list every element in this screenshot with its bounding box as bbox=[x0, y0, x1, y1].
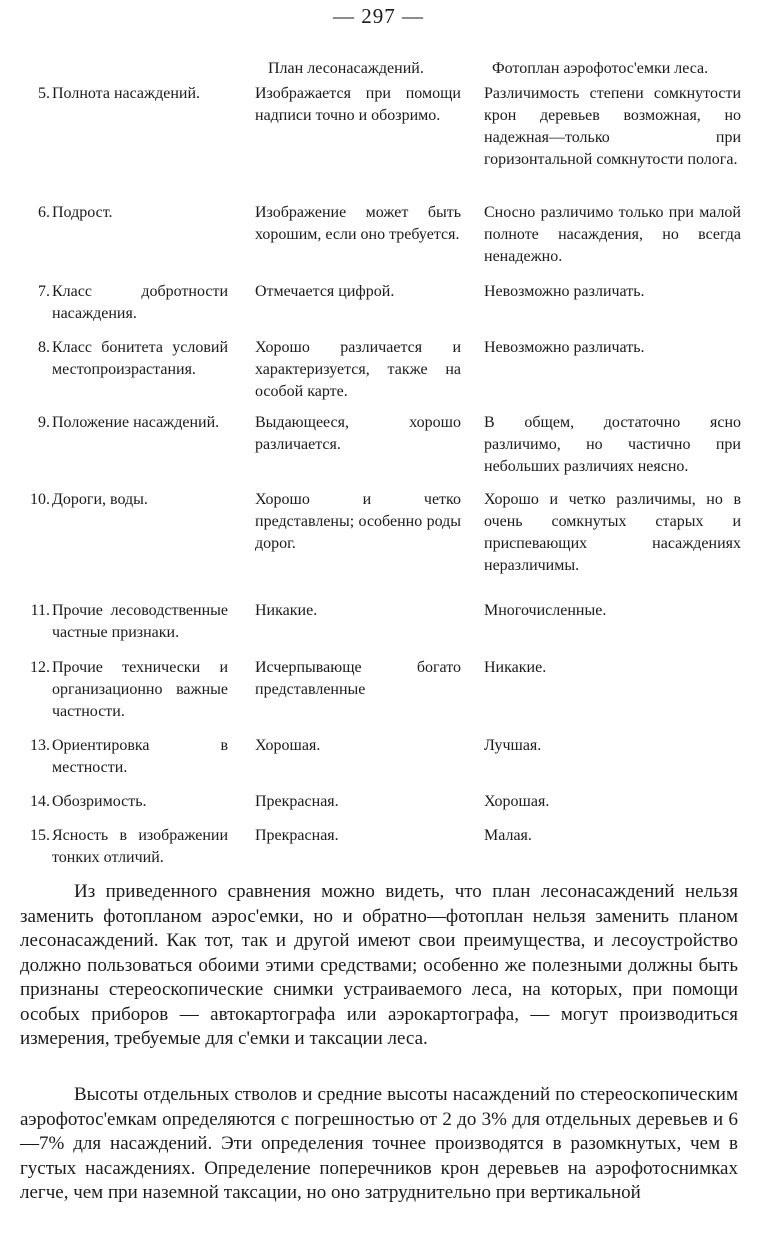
body-text bbox=[20, 880, 738, 1052]
row-number: 10. bbox=[30, 491, 50, 508]
row-number: 8. bbox=[38, 339, 50, 356]
row-feature: Обозримость. bbox=[52, 793, 147, 810]
row-feature: Подрост. bbox=[52, 204, 113, 221]
row-photo-value: Сносно различимо только при малой полноте насаждения, но всегда ненадежно. bbox=[484, 204, 741, 265]
row-feature: Полнота насаждений. bbox=[52, 85, 201, 102]
row-plan-value: Хорошая. bbox=[255, 737, 321, 754]
row-photo-value: Невозможно различать. bbox=[484, 283, 645, 300]
column-header-photo: Фотоплан аэрофотос'емки леса. bbox=[492, 60, 709, 77]
row-number: 11. bbox=[30, 602, 50, 619]
column-header-plan: План лесонасаждений. bbox=[268, 60, 424, 77]
row-photo-value: Лучшая. bbox=[484, 737, 542, 754]
page-number: — 297 — bbox=[333, 4, 424, 28]
row-plan-value: Изображение может быть хорошим, если оно требуется. bbox=[255, 204, 461, 243]
row-number: 12. bbox=[30, 659, 50, 676]
row-number: 15. bbox=[30, 827, 50, 844]
paragraph: Из приведенного сравнения можно видеть, что план лесонасаждений нельзя заменить фотопланом аэрос'емки, но и обратно—фотоплан нельзя заменить планом лесонасаждений. Как тот, так и другой имеют свои преимущества, и лесоустройство должно пользоваться обоими этими средствами; особенно же полезными должны быть признаны стереоскопические снимки устраиваемого леса, на которых, при помощи особых приборов — автокартографа или аэрокартографа, — могут производиться измерения, требуемые для с'емки и таксации леса. bbox=[20, 881, 738, 1049]
row-number: 9. bbox=[38, 414, 50, 431]
row-photo-value: Невозможно различать. bbox=[484, 339, 645, 356]
row-number: 6. bbox=[38, 204, 50, 221]
row-plan-value: Никакие. bbox=[255, 602, 318, 619]
row-feature: Дороги, воды. bbox=[52, 491, 148, 508]
row-number: 14. bbox=[30, 793, 50, 810]
row-plan-value: Выдающееся, хорошо различается. bbox=[255, 414, 461, 453]
row-plan-value: Хорошо и четко представлены; особенно роды дорог. bbox=[255, 491, 461, 552]
row-plan-value: Отмечается цифрой. bbox=[255, 283, 395, 300]
row-number: 7. bbox=[38, 283, 50, 300]
row-plan-value: Изображается при помощи надписи точно и обозримо. bbox=[255, 85, 461, 124]
body-text bbox=[20, 1083, 738, 1206]
row-feature: Ориентировка в местности. bbox=[52, 737, 228, 776]
row-photo-value: Никакие. bbox=[484, 659, 547, 676]
row-photo-value: Малая. bbox=[484, 827, 532, 844]
row-plan-value: Прекрасная. bbox=[255, 827, 339, 844]
row-number: 5. bbox=[38, 85, 50, 102]
row-feature: Класс добротности насаждения. bbox=[52, 283, 228, 322]
row-feature: Ясность в изображении тонких отличий. bbox=[52, 827, 228, 866]
row-feature: Класс бонитета условий местопроизрастания. bbox=[52, 339, 228, 378]
row-plan-value: Хорошо различается и характеризуется, также на особой карте. bbox=[255, 339, 461, 400]
row-feature: Положение насаждений. bbox=[52, 414, 220, 431]
row-plan-value: Прекрасная. bbox=[255, 793, 339, 810]
paragraph: Высоты отдельных стволов и средние высоты насаждений по стереоскопическим аэрофотос'емкам определяются с погрешностью от 2 до 3% для отдельных деревьев и 6—7% для насаждений. Эти определения точнее производятся в разомкнутых, чем в густых насаждениях. Определение поперечников крон деревьев на аэрофотоснимках легче, чем при наземной таксации, но оно затруднительно при вертикальной bbox=[20, 1084, 738, 1203]
row-photo-value: В общем, достаточно ясно различимо, но частично при небольших различиях неясно. bbox=[484, 414, 741, 475]
row-plan-value: Исчерпывающе богато представленные bbox=[255, 659, 461, 698]
row-photo-value: Различимость степени сомкнутости крон деревьев возможная, но надежная—только при горизонтальной сомкнутости полога. bbox=[484, 85, 741, 168]
row-photo-value: Многочисленные. bbox=[484, 602, 607, 619]
row-photo-value: Хорошая. bbox=[484, 793, 550, 810]
row-feature: Прочие технически и организационно важные частности. bbox=[52, 659, 228, 720]
row-number: 13. bbox=[30, 737, 50, 754]
row-feature: Прочие лесоводственные частные признаки. bbox=[52, 602, 228, 641]
row-photo-value: Хорошо и четко различимы, но в очень сомкнутых старых и приспевающих насаждениях неразличимы. bbox=[484, 491, 741, 574]
